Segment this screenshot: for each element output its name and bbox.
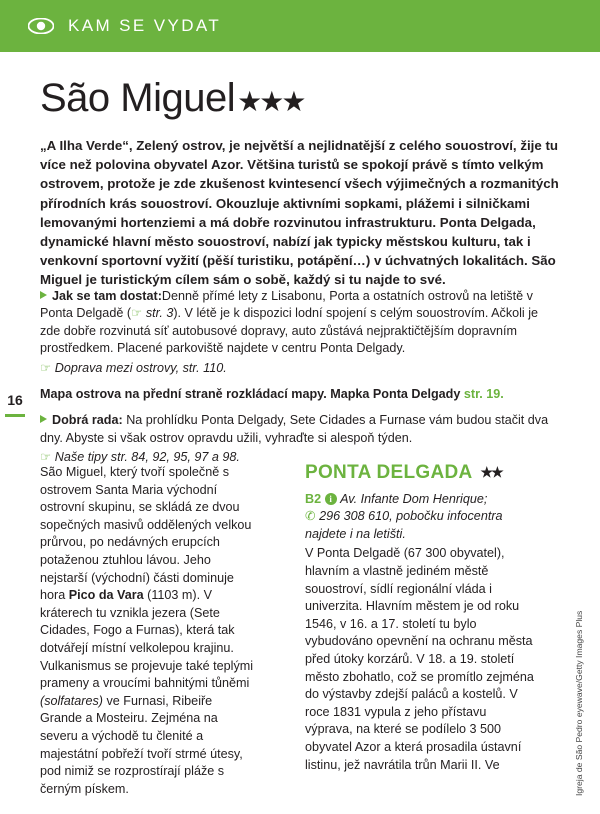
ponta-delgada-body: V Ponta Delgadě (67 300 obyvatel), hlavním a vlastně jediném městě souostroví, sídlí regionální vláda i univerzita. Hlavním městem je od roku 1546, v 16. a 17. století tu bylo vybudováno opevnění na ochranu města před útoky korzárů. V 18. a 19. století město zbohatlo, což se promítlo zejména do výstavby zdejší paláců a kostelů. V roce 1831 vypula z jeho přístavu výprava, na které se podílelo 3 500 obyvatel Azor a která prosadila ústavní listinu, jež navrátila trůn Marii II. Ve [305,546,534,772]
tips-note: Naše tipy str. 84, 92, 95, 97 a 98. [54,450,240,465]
address-street: Av. Infante Dom Henrique; [340,491,488,506]
transport-note: Doprava mezi ostrovy, str. 110. [54,360,227,375]
info-icon: i [325,493,337,505]
right-column [305,464,535,776]
solfatares-term: (solfatares) [40,693,103,708]
map-grid-ref: B2 [305,491,322,506]
intro-paragraph: „A Ilha Verde“, Zelený ostrov, je největší a nejlidnatější z celého souostroví, žije tu více než polovina obyvatel Azor. Většina turistů se spokojí právě s tímto velkým ostrovem, protože je zde zkušenost kvintesencí všech výjimečných a rozmanitých přírodních krás souostroví. Okouzluje aktivními sopkami, plážemi i silničkami lemovanými hortenziemi a má dobře rozvinutou infrastrukturu. Ponta Delgada, dynamické hlavní město souostroví, nabízí jak typicky městskou kulturu, tak i venkovní sportovní vyžití (pěší turistiku, potápění…) v úchvatných lokalitách. São Miguel je turistickým cílem sám o sobě, každý si tu najde to své. [40,138,559,288]
section-rating-stars: ★★ [480,464,502,480]
how-to-get-there-map-ref: str. 3 [145,306,174,321]
tip-text: Na prohlídku Ponta Delgady, Sete Cidades a Furnase vám budou stačit dva dny. Abyste si však ostrov opravdu užili, vyhraďte si alespoň týden. [40,413,549,445]
page-number [0,392,30,417]
section-heading-ponta-delgada [305,464,535,482]
eye-icon [28,13,54,39]
arrow-bullet-icon [40,291,47,299]
how-to-get-there-label: Jak se tam dostat: [52,289,162,303]
header-title: KAM SE VYDAT [68,16,222,35]
page-number-value: 16 [7,392,23,408]
page-title [40,76,303,121]
page-header [0,0,600,52]
island-desc-part-3: ve Furnasi, Ribeiře Grande a Mosteiru. Zejména na severu a východě tu členité a majestátní pobřeží tvoří strmé útesy, pod nimiž se rozprostírají pláže s černým pískem. [40,693,243,796]
section-heading-text: PONTA DELGADA [305,462,473,483]
practical-info-block [40,288,560,469]
pointer-icon-2: ☞ [40,450,55,465]
page-content [0,52,600,814]
how-to-get-there-text-1: Denně přímé lety z Lisabonu, Porta a ostatních ostrovů na letiště v Ponta Delgadě ( [40,289,533,321]
page-title-text: São Miguel [40,76,236,120]
transport-note-line [40,360,560,377]
left-column [40,464,255,800]
how-to-get-there-line [40,288,560,358]
island-description [40,464,255,798]
arrow-bullet-icon-2 [40,415,47,423]
peak-name: Pico da Vara [68,588,144,603]
rating-stars: ★★★ [237,86,304,117]
page-number-rule [5,414,25,417]
tip-label: Dobrá rada: [52,413,123,428]
map-note-page: str. 19. [463,387,504,402]
island-desc-part-2: (1103 m). V kráterech tu vznikla jezera (Sete Cidades, Fogo a Furnas), která tak dotvářejí místní velkolepou krajinu. Vulkanismus se projevuje také teplými prameny a vroucími bahnitými tůněmi [40,588,254,691]
address-phone-and-note: 296 308 610, pobočku infocentra najdete i na letišti. [305,509,503,541]
map-note-line [40,386,560,403]
phone-icon: ✆ [305,509,320,524]
pointer-icon: ☞ [40,360,55,375]
address-line [305,491,535,544]
map-marker-icon: ☞ [131,306,146,321]
photo-credit: Igreja de São Pedro eyewave/Getty Images Plus [574,610,584,796]
island-desc-part-1: São Miguel, který tvoří společně s ostrovem Santa Maria východní ostrovní skupinu, se skládá ze dvou sopečných masivů oddělených velkou průrvou, po nedávných erupcích potaženou ztuhlou lávou. Jeho nejstarší (východní) části dominuje hora [40,465,252,603]
how-to-get-there-text-2: ). V létě je k dispozici lodní spojení s celým souostrovím. Ačkoli je zde dobře rozvinutá síť autobusové dopravy, auto zůstává nejpraktičtějším dopravním prostředkem. Placené parkoviště najdete v centru Ponta Delgady. [40,306,539,356]
tip-line [40,412,560,447]
map-note-text: Mapa ostrova na přední straně rozkládací mapy. Mapka Ponta Delgady [40,387,461,402]
